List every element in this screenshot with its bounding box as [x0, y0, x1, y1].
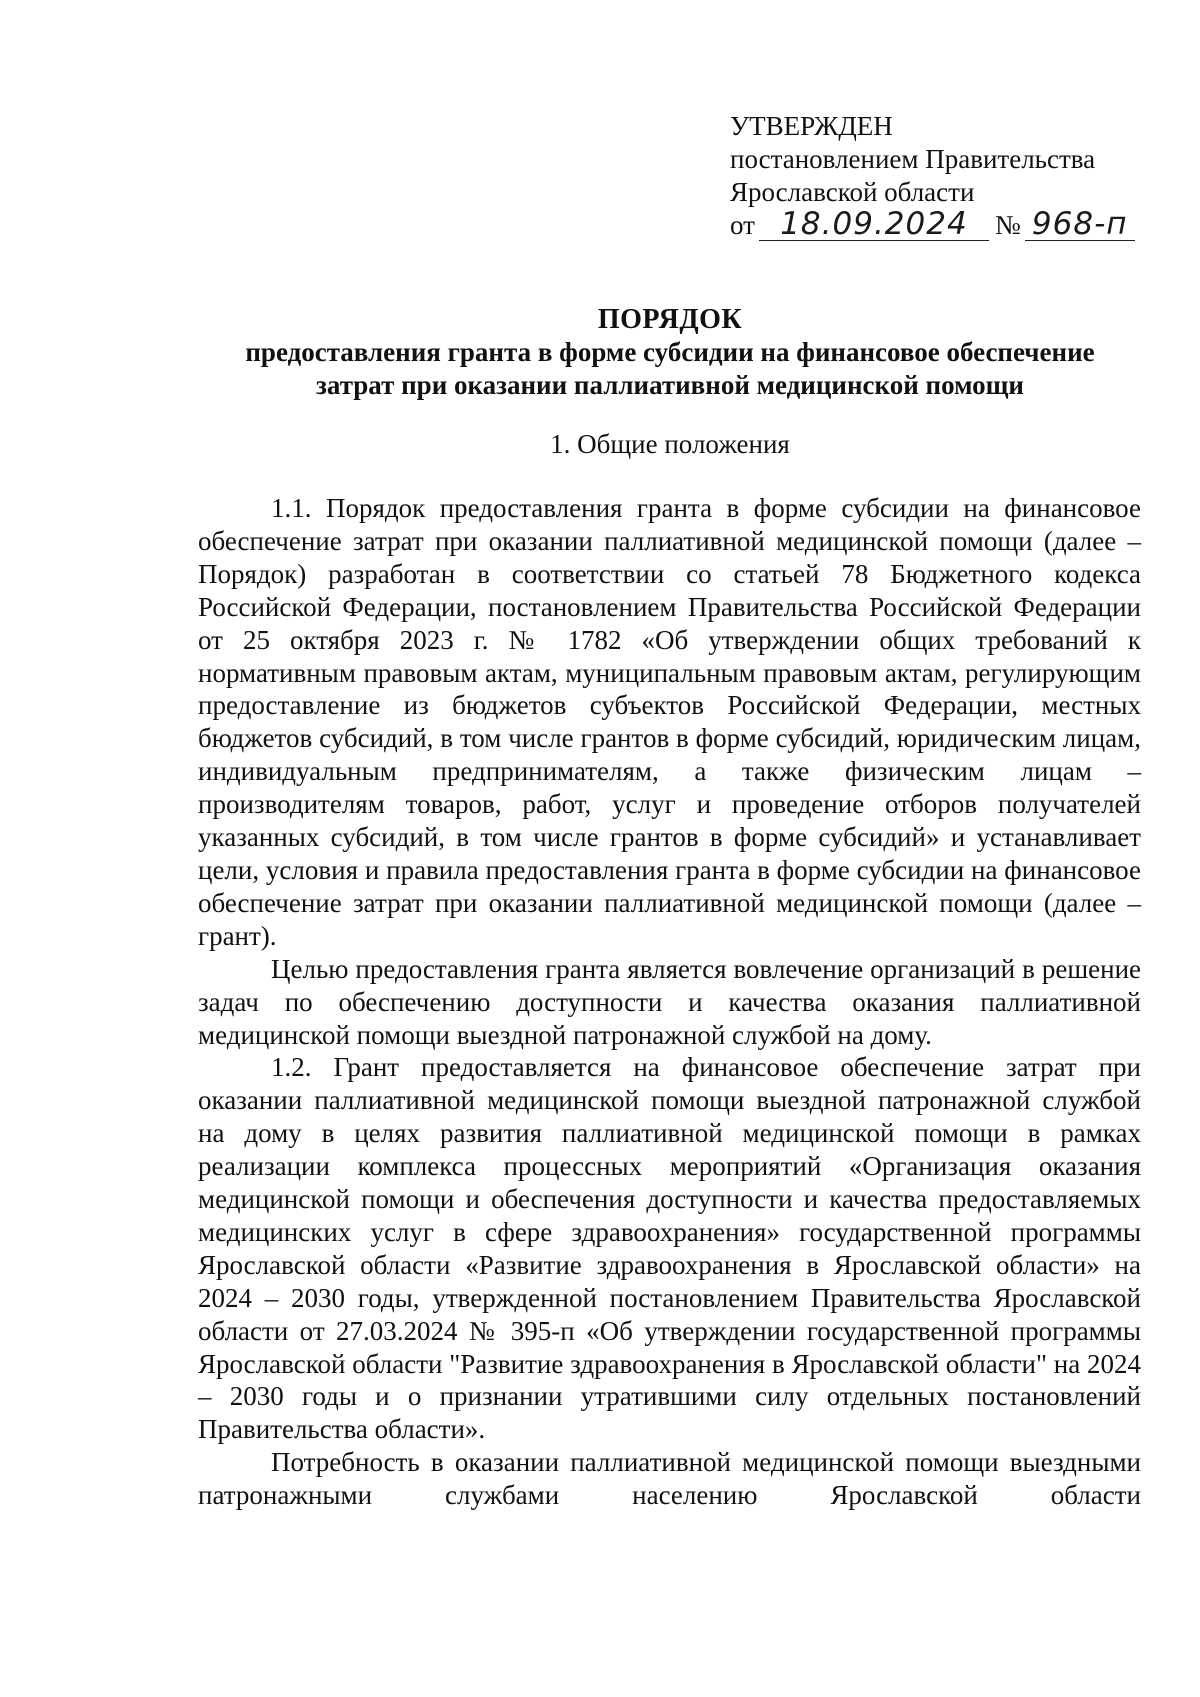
title-subtitle-line2: затрат при оказании паллиативной медицинской помощи [316, 370, 1024, 400]
approval-issuer-line: постановлением Правительства [730, 144, 1096, 174]
paragraph: 1.1. Порядок предоставления гранта в форме субсидии на финансовое обеспечение затрат при оказании паллиативной медицинской помощи (далее – Порядок) разработан в соответствии со статьей 78 Бюджетного кодекса Российской Федерации, постановлением Правительства Российской Федерации от 25 октября 2023 г. № 1782 «Об утверждении общих требований к нормативным правовым актам, муниципальным правовым актам, регулирующим предоставление из бюджетов субъектов Российской Федерации, местных бюджетов субсидий, в том числе грантов в форме субсидий, юридическим лицам, индивидуальным предпринимателям, а также физическим лицам – производителям товаров, работ, услуг и проведение отборов получателей указанных субсидий, в том числе грантов в форме субсидий» и устанавливает цели, условия и правила предоставления гранта в форме субсидии на финансовое обеспечение затрат при оказании паллиативной медицинской помощи (далее – грант). [198, 493, 1141, 951]
document-body [198, 492, 1141, 1512]
section-heading: 1. Общие положения [550, 429, 790, 459]
approval-status: УТВЕРЖДЕН [730, 111, 893, 141]
paragraph: 1.2. Грант предоставляется на финансовое обеспечение затрат при оказании паллиативной медицинской помощи выездной патронажной службой на дому в целях развития паллиативной медицинской помощи в рамках реализации комплекса процессных мероприятий «Организация оказания медицинской помощи и обеспечения доступности и качества предоставляемых медицинских услуг в сфере здравоохранения» государственной программы Ярославской области «Развитие здравоохранения в Ярославской области» на 2024 – 2030 годы, утвержденной постановлением Правительства Ярославской области от 27.03.2024 № 395-п «Об утверждении государственной программы Ярославской области "Развитие здравоохранения в Ярославской области" на 2024 – 2030 годы и о признании утратившими силу отдельных постановлений Правительства области». [198, 1052, 1141, 1445]
handwritten-date: 18.09.2024 [780, 206, 968, 242]
date-prefix: от [730, 210, 755, 240]
title-main: ПОРЯДОК [597, 304, 743, 335]
title-subtitle-line1: предоставления гранта в форме субсидии на финансовое обеспечение [245, 337, 1095, 367]
approval-date-number-line [730, 206, 1150, 249]
date-field [759, 206, 989, 242]
paragraph: Потребность в оказании паллиативной медицинской помощи выездными патронажными службами населению Ярославской области [198, 1447, 1141, 1511]
number-label: № [994, 210, 1021, 240]
approval-stamp-block [730, 110, 1150, 249]
paragraph: Целью предоставления гранта является вовлечение организаций в решение задач по обеспечению доступности и качества оказания паллиативной медицинской помощи выездной патронажной службой на дому. [198, 953, 1141, 1050]
number-field [1025, 206, 1135, 242]
handwritten-number: 968-п [1031, 206, 1128, 242]
document-title [195, 303, 1145, 402]
approval-region-line: Ярославской области [730, 177, 975, 207]
